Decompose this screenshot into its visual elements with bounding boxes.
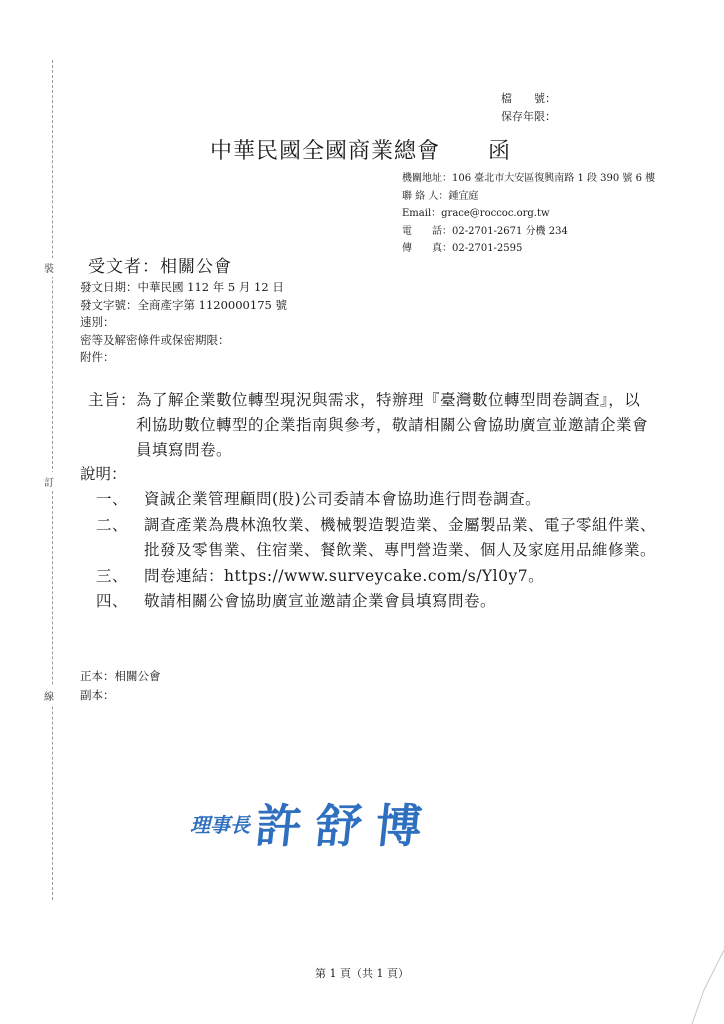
chairman-signature-stamp — [190, 790, 439, 856]
list-item — [96, 513, 656, 564]
letterhead — [210, 134, 511, 165]
item-number: 一、 — [96, 490, 129, 508]
item-text: 資誠企業管理顧問(股)公司委請本會協助進行問卷調查。 — [144, 490, 542, 508]
retention-period-label: 保存年限： — [501, 110, 556, 123]
item-number: 三、 — [96, 566, 129, 585]
subject-section — [88, 388, 648, 463]
list-item — [96, 589, 656, 615]
attachment: 附件： — [80, 350, 115, 364]
item-text: 調查產業為農林漁牧業、機械製造製造業、金屬製品業、電子零組件業、批發及零售業、住宿業、餐飲業、專門營造業、個人及家庭用品維修業。 — [144, 515, 657, 559]
page-number: 第 1 頁（共 1 頁） — [315, 967, 409, 980]
subject-text: 為了解企業數位轉型現況與需求，特辦理『臺灣數位轉型問卷調查』，以利協助數位轉型的企業指南與參考，敬請相關公會協助廣宣並邀請企業會員填寫問卷。 — [136, 391, 649, 459]
explanation-heading: 說明： — [80, 465, 127, 483]
contact-address: 機關地址：106 臺北市大安區復興南路 1 段 390 號 6 樓 — [402, 173, 656, 184]
contact-phone: 電 話：02-2701-2671 分機 234 — [402, 225, 568, 237]
contact-fax: 傳 真：02-2701-2595 — [402, 243, 523, 254]
file-number-label: 檔 號： — [501, 92, 556, 105]
list-item — [96, 564, 656, 590]
document-number: 發文字號：全商產字第 1120000175 號 — [80, 297, 287, 312]
binding-mark-zhuang: 裝 — [44, 258, 54, 277]
list-item — [96, 487, 656, 513]
contact-person: 聯 絡 人：鍾宜庭 — [402, 190, 479, 202]
distribution — [80, 667, 161, 705]
signature-title: 理事長 — [190, 812, 250, 837]
binding-mark-ding: 訂 — [44, 472, 54, 491]
issue-date: 發文日期：中華民國 112 年 5 月 12 日 — [80, 280, 284, 294]
explanation-list — [96, 487, 656, 615]
item-text: 敬請相關公會協助廣宣並邀請企業會員填寫問卷。 — [144, 592, 497, 610]
item-number: 二、 — [96, 515, 129, 534]
scan-corner-edge — [684, 950, 724, 1024]
signature-name: 許舒博 — [252, 799, 439, 853]
copy-recipients: 副本： — [80, 688, 115, 702]
item-text-survey-link: 問卷連結：https://www.surveycake.com/s/Yl0y7。 — [144, 566, 545, 585]
organization-name: 中華民國全國商業總會 — [210, 139, 441, 164]
document-type: 函 — [488, 139, 512, 164]
urgency: 速別： — [80, 315, 115, 329]
item-number: 四、 — [96, 592, 129, 610]
confidentiality: 密等及解密條件或保密期限： — [80, 332, 230, 347]
subject-label: 主旨： — [88, 391, 137, 409]
recipient: 受文者：相關公會 — [88, 257, 232, 277]
document-meta — [80, 279, 287, 367]
binding-mark-xian: 線 — [44, 686, 54, 705]
contact-email: Email：grace@roccoc.org.tw — [402, 208, 550, 219]
original-recipients: 正本：相關公會 — [80, 669, 161, 683]
contact-block — [402, 170, 655, 258]
archive-info — [501, 90, 556, 126]
